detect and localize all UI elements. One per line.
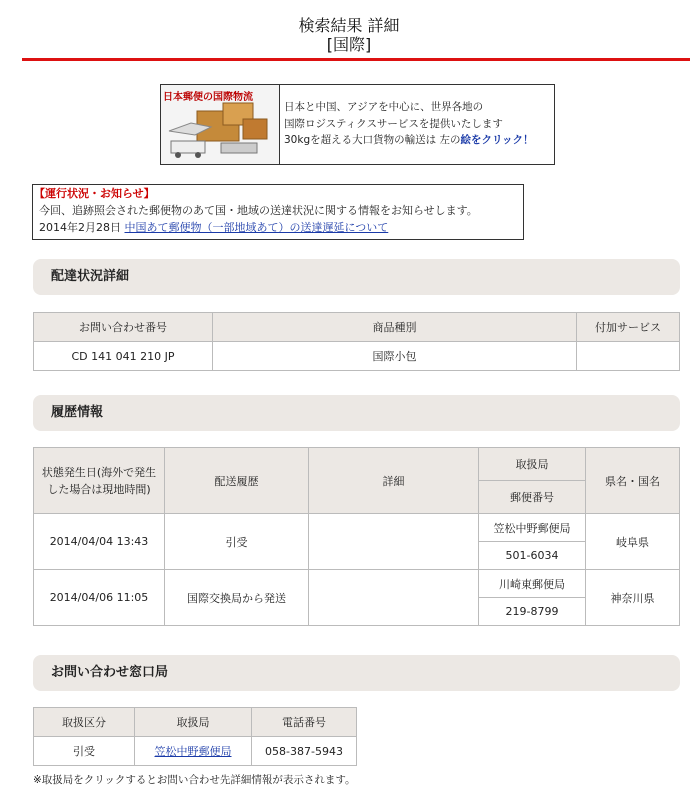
contact-table (33, 707, 357, 766)
contact-phone: 058-387-5943 (252, 737, 357, 766)
footnote: ※取扱局をクリックするとお問い合わせ先詳細情報が表示されます。 (33, 774, 356, 786)
promo-image-title: 日本郵便の国際物流 (163, 92, 253, 103)
promo-line1: 日本と中国、アジアを中心に、世界各地の (284, 101, 484, 113)
header-product-type: 商品種別 (213, 313, 577, 342)
history-date: 2014/04/06 11:05 (34, 570, 165, 626)
promo-image[interactable] (161, 85, 280, 164)
history-postal-code: 219-8799 (479, 598, 586, 626)
notice-date: 2014年2月28日 (39, 221, 121, 234)
notice-box (32, 184, 524, 240)
promo-line3: 30kgを超える大口貨物の輸送は 左の (284, 134, 461, 146)
logistics-illustration-icon (161, 85, 279, 164)
page-title (0, 16, 698, 54)
header-status: 配送履歴 (165, 448, 309, 514)
header-date: 状態発生日(海外で発生した場合は現地時間) (34, 448, 165, 514)
header-region: 県名・国名 (586, 448, 680, 514)
history-postal-code: 501-6034 (479, 542, 586, 570)
header-phone: 電話番号 (252, 708, 357, 737)
history-detail (309, 514, 479, 570)
extra-service (577, 342, 680, 371)
header-extra-service: 付加サービス (577, 313, 680, 342)
history-office: 川崎東郵便局 (479, 570, 586, 598)
header-category: 取扱区分 (34, 708, 135, 737)
history-status: 引受 (165, 514, 309, 570)
delivery-details-table (33, 312, 680, 371)
table-row (34, 570, 680, 598)
delivery-details-header: 配達状況詳細 (33, 259, 680, 295)
history-region: 岐阜県 (586, 514, 680, 570)
promo-line2: 国際ロジスティクスサービスを提供いたします (284, 117, 503, 130)
history-office: 笠松中野郵便局 (479, 514, 586, 542)
history-status: 国際交換局から発送 (165, 570, 309, 626)
header-detail: 詳細 (309, 448, 479, 514)
header-office: 取扱局 (479, 448, 586, 481)
history-region: 神奈川県 (586, 570, 680, 626)
table-row (34, 514, 680, 542)
promo-banner (160, 84, 555, 165)
header-divider (22, 58, 690, 61)
page-title-line1: 検索結果 詳細 (298, 16, 400, 35)
notice-heading: 【運行状況・お知らせ】 (34, 187, 155, 200)
contact-category: 引受 (34, 737, 135, 766)
history-table (33, 447, 680, 626)
notice-link[interactable]: 中国あて郵便物（一部地域あて）の送達遅延について (124, 221, 389, 234)
history-date: 2014/04/04 13:43 (34, 514, 165, 570)
history-detail (309, 570, 479, 626)
contact-header: お問い合わせ窓口局 (33, 655, 680, 691)
header-postal-code: 郵便番号 (479, 481, 586, 514)
header-tracking-number: お問い合わせ番号 (34, 313, 213, 342)
tracking-number: CD 141 041 210 JP (34, 342, 213, 371)
product-type: 国際小包 (213, 342, 577, 371)
page-title-line2: [国際] (326, 35, 372, 54)
promo-click-link[interactable]: 絵をクリック！ (460, 134, 534, 146)
contact-office-link[interactable]: 笠松中野郵便局 (154, 745, 232, 758)
notice-body: 今回、追跡照会された郵便物のあて国・地域の送達状況に関する情報をお知らせします。 (39, 204, 478, 217)
history-header: 履歴情報 (33, 395, 680, 431)
header-contact-office: 取扱局 (135, 708, 252, 737)
